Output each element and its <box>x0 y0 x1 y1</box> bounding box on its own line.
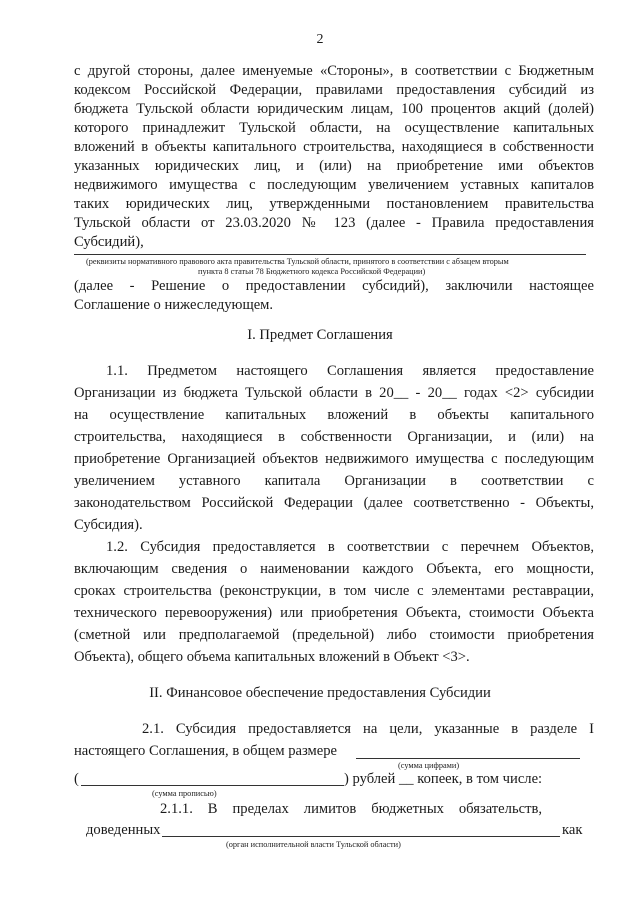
requisites-note: (реквизиты нормативного правового акта правительства Тульской области, принятого в соответствии с абзацем вторым <box>86 257 509 266</box>
intro-line: таких юридических лиц, утвержденными постановлением правительства <box>74 196 594 212</box>
intro-line: бюджета Тульской области юридическим лицам, 100 процентов акций (долей) <box>74 101 594 117</box>
page-number: 2 <box>316 32 324 47</box>
sum-words-note: (сумма прописью) <box>152 789 217 798</box>
rubles-text: ) рублей __ копеек, в том числе: <box>344 771 543 787</box>
decision-line: (далее - Решение о предоставлении субсидий), заключили настоящее <box>74 278 594 294</box>
p11-line: увеличением уставного капитала Организации в соответствии с <box>74 473 594 489</box>
p12-line: Объекта), общего объема капитальных вложений в Объект <3>. <box>74 649 470 665</box>
section-2-title: II. Финансовое обеспечение предоставления Субсидии <box>149 685 491 701</box>
p11-line: на осуществление капитальных вложений в объекты капитального <box>74 407 594 423</box>
p11-line: приобретение Организацией объектов недвижимого имущества с последующим <box>74 451 594 467</box>
intro-line: с другой стороны, далее именуемые «Стороны», в соответствии с Бюджетным <box>74 63 594 79</box>
authority-field <box>162 836 560 837</box>
decision-line: Соглашение о нижеследующем. <box>74 297 274 313</box>
p12-line: включающим сведения о наименовании каждого Объекта, его мощности, <box>74 561 594 577</box>
intro-line: Субсидий), <box>74 234 144 250</box>
section-1-title: I. Предмет Соглашения <box>247 327 393 343</box>
requisites-note: пункта 8 статьи 78 Бюджетного кодекса Российской Федерации) <box>198 267 426 276</box>
sum-digits-field <box>356 758 580 759</box>
p11-line: 1.1. Предметом настоящего Соглашения является предоставление <box>106 363 594 379</box>
p11-line: Организации из бюджета Тульской области в 20__ - 20__ годах <2> субсидии <box>74 385 594 401</box>
sum-words-field <box>81 785 344 786</box>
authority-note: (орган исполнительной власти Тульской области) <box>226 840 401 849</box>
intro-line: Тульской области от 23.03.2020 № 123 (далее - Правила предоставления <box>74 215 594 231</box>
paren-open: ( <box>74 771 79 787</box>
intro-line: которого принадлежит Тульской области, на осуществление капитальных <box>74 120 594 136</box>
p12-line: сроках строительства (реконструкции, в том числе с элементами реставрации, <box>74 583 594 599</box>
intro-line: недвижимого имущества с последующим увеличением уставных капиталов <box>74 177 594 193</box>
p12-line: (сметной или предполагаемой (предельной) либо стоимости приобретения <box>74 627 594 643</box>
p21-line: настоящего Соглашения, в общем размере <box>74 743 338 759</box>
intro-line: кодексом Российской Федерации, правилами предоставления субсидий из <box>74 82 594 98</box>
p11-line: законодательством Российской Федерации (далее соответственно - Объекты, <box>74 495 594 511</box>
p211-line: 2.1.1. В пределах лимитов бюджетных обязательств, <box>160 801 542 817</box>
p11-line: строительства, находящиеся в собственности Организации, и (или) на <box>74 429 594 445</box>
intro-line: вложений в объекты капитального строительства, находящиеся в собственности <box>74 139 594 155</box>
p12-line: технического перевооружения) или приобретения Объекта, стоимости Объекта <box>74 605 594 621</box>
sum-digits-note: (сумма цифрами) <box>398 761 460 770</box>
p211-line-end: как <box>562 822 583 838</box>
requisites-line <box>74 254 586 255</box>
p11-line: Субсидия). <box>74 517 143 533</box>
p21-line: 2.1. Субсидия предоставляется на цели, указанные в разделе I <box>142 721 594 737</box>
p211-line-start: доведенных <box>86 822 161 838</box>
intro-line: указанных юридических лиц, и (или) на приобретение ими объектов <box>74 158 594 174</box>
p12-line: 1.2. Субсидия предоставляется в соответствии с перечнем Объектов, <box>106 539 594 555</box>
